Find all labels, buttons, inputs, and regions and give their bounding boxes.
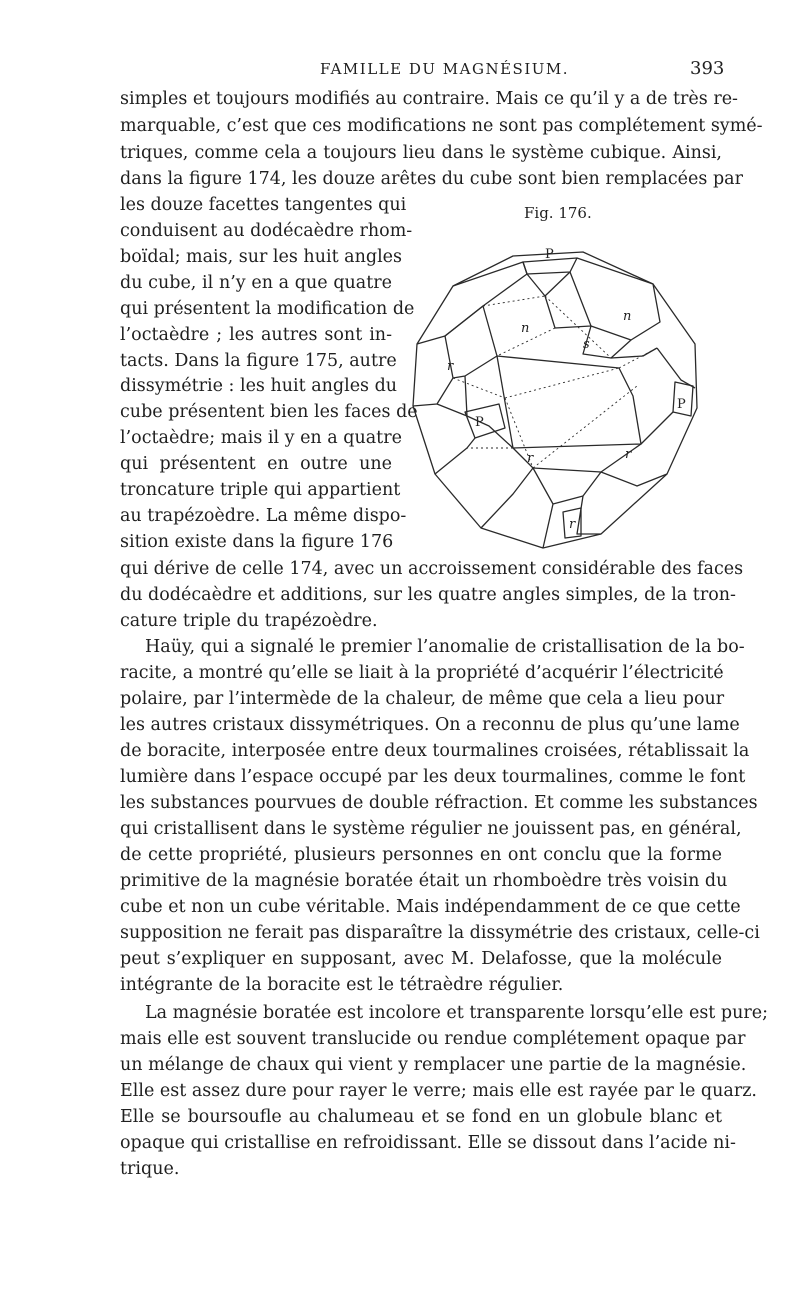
text-line: tacts. Dans la figure 175, autre [120,351,397,371]
text-line: boïdal; mais, sur les huit angles [120,247,403,267]
text-line: les autres cristaux dissymétriques. On a reconnu de plus qu’une lame [120,715,740,735]
text-line: marquable, c’est que ces modifications ne sont pas complétement symé- [120,116,763,136]
figure-caption: Fig. 176. [524,204,592,222]
text-line: opaque qui cristallise en refroidissant. Elle se dissout dans l’acide ni- [120,1133,736,1153]
label-p-top: P [545,247,554,262]
text-line: de cette propriété, plusieurs personnes en ont conclu que la forme [120,845,722,865]
crystal-figure [405,236,705,566]
text-line: trique. [120,1159,180,1179]
text-line: lumière dans l’espace occupé par les deux tourmalines, comme le font [120,767,746,787]
label-r-right: r [625,447,632,462]
text-line: cube présentent bien les faces de [120,402,418,422]
label-p-right: P [677,397,686,412]
text-line: les douze facettes tangentes qui [120,195,407,215]
text-line: cature triple du trapézoèdre. [120,611,378,631]
text-line: l’octaèdre ; les autres sont in- [120,325,392,345]
label-n-right: n [623,309,632,324]
text-line: un mélange de chaux qui vient y remplacer une partie de la magnésie. [120,1055,747,1075]
text-line: Haüy, qui a signalé le premier l’anomalie de cristallisation de la bo- [145,637,745,657]
text-line: supposition ne ferait pas disparaître la dissymétrie des cristaux, celle-ci [120,923,760,943]
text-line: troncature triple qui appartient [120,480,401,500]
label-s: s [583,337,590,352]
text-line: du dodécaèdre et additions, sur les quatre angles simples, de la tron- [120,585,736,605]
text-line: qui dérive de celle 174, avec un accroissement considérable des faces [120,559,744,579]
text-line: Elle se boursoufle au chalumeau et se fond en un globule blanc et [120,1107,722,1127]
text-line: du cube, il n’y en a que quatre [120,273,392,293]
text-line: peut s’expliquer en supposant, avec M. Delafosse, que la molécule [120,949,722,969]
text-line: sition existe dans la figure 176 [120,532,394,552]
label-r-bottom: r [569,517,576,532]
text-line: l’octaèdre; mais il y en a quatre [120,428,402,448]
label-p-left: P [475,415,484,430]
text-line: conduisent au dodécaèdre rhom- [120,221,413,241]
text-line: qui présentent en outre une [120,454,392,474]
label-r-front: r [527,451,534,466]
label-n-left: n [521,321,530,336]
text-line: Elle est assez dure pour rayer le verre; mais elle est rayée par le quarz. [120,1081,757,1101]
text-line: La magnésie boratée est incolore et transparente lorsqu’elle est pure; [145,1003,768,1023]
text-line: mais elle est souvent translucide ou rendue complétement opaque par [120,1029,746,1049]
text-line: au trapézoèdre. La même dispo- [120,506,407,526]
text-line: qui cristallisent dans le système régulier ne jouissent pas, en général, [120,819,742,839]
text-line: les substances pourvues de double réfraction. Et comme les substances [120,793,758,813]
text-line: intégrante de la boracite est le tétraèdre régulier. [120,975,564,995]
text-line: simples et toujours modifiés au contraire. Mais ce qu’il y a de très re- [120,89,738,109]
running-head [0,56,800,86]
text-line: cube et non un cube véritable. Mais indépendamment de ce que cette [120,897,741,917]
crystal-drawing [405,236,705,566]
text-line: triques, comme cela a toujours lieu dans le système cubique. Ainsi, [120,143,722,163]
label-r-left: r [447,359,454,374]
text-line: dissymétrie : les huit angles du [120,376,398,396]
running-title: FAMILLE DU MAGNÉSIUM. [320,60,570,78]
text-line: primitive de la magnésie boratée était un rhomboèdre très voisin du [120,871,728,891]
text-line: dans la figure 174, les douze arêtes du cube sont bien remplacées par [120,169,743,189]
text-line: polaire, par l’intermède de la chaleur, de même que cela a lieu pour [120,689,725,709]
text-line: qui présentent la modification de [120,299,415,319]
text-line: de boracite, interposée entre deux tourmalines croisées, rétablissait la [120,741,750,761]
text-line: racite, a montré qu’elle se liait à la propriété d’acquérir l’électricité [120,663,724,683]
page-number: 393 [690,58,725,79]
